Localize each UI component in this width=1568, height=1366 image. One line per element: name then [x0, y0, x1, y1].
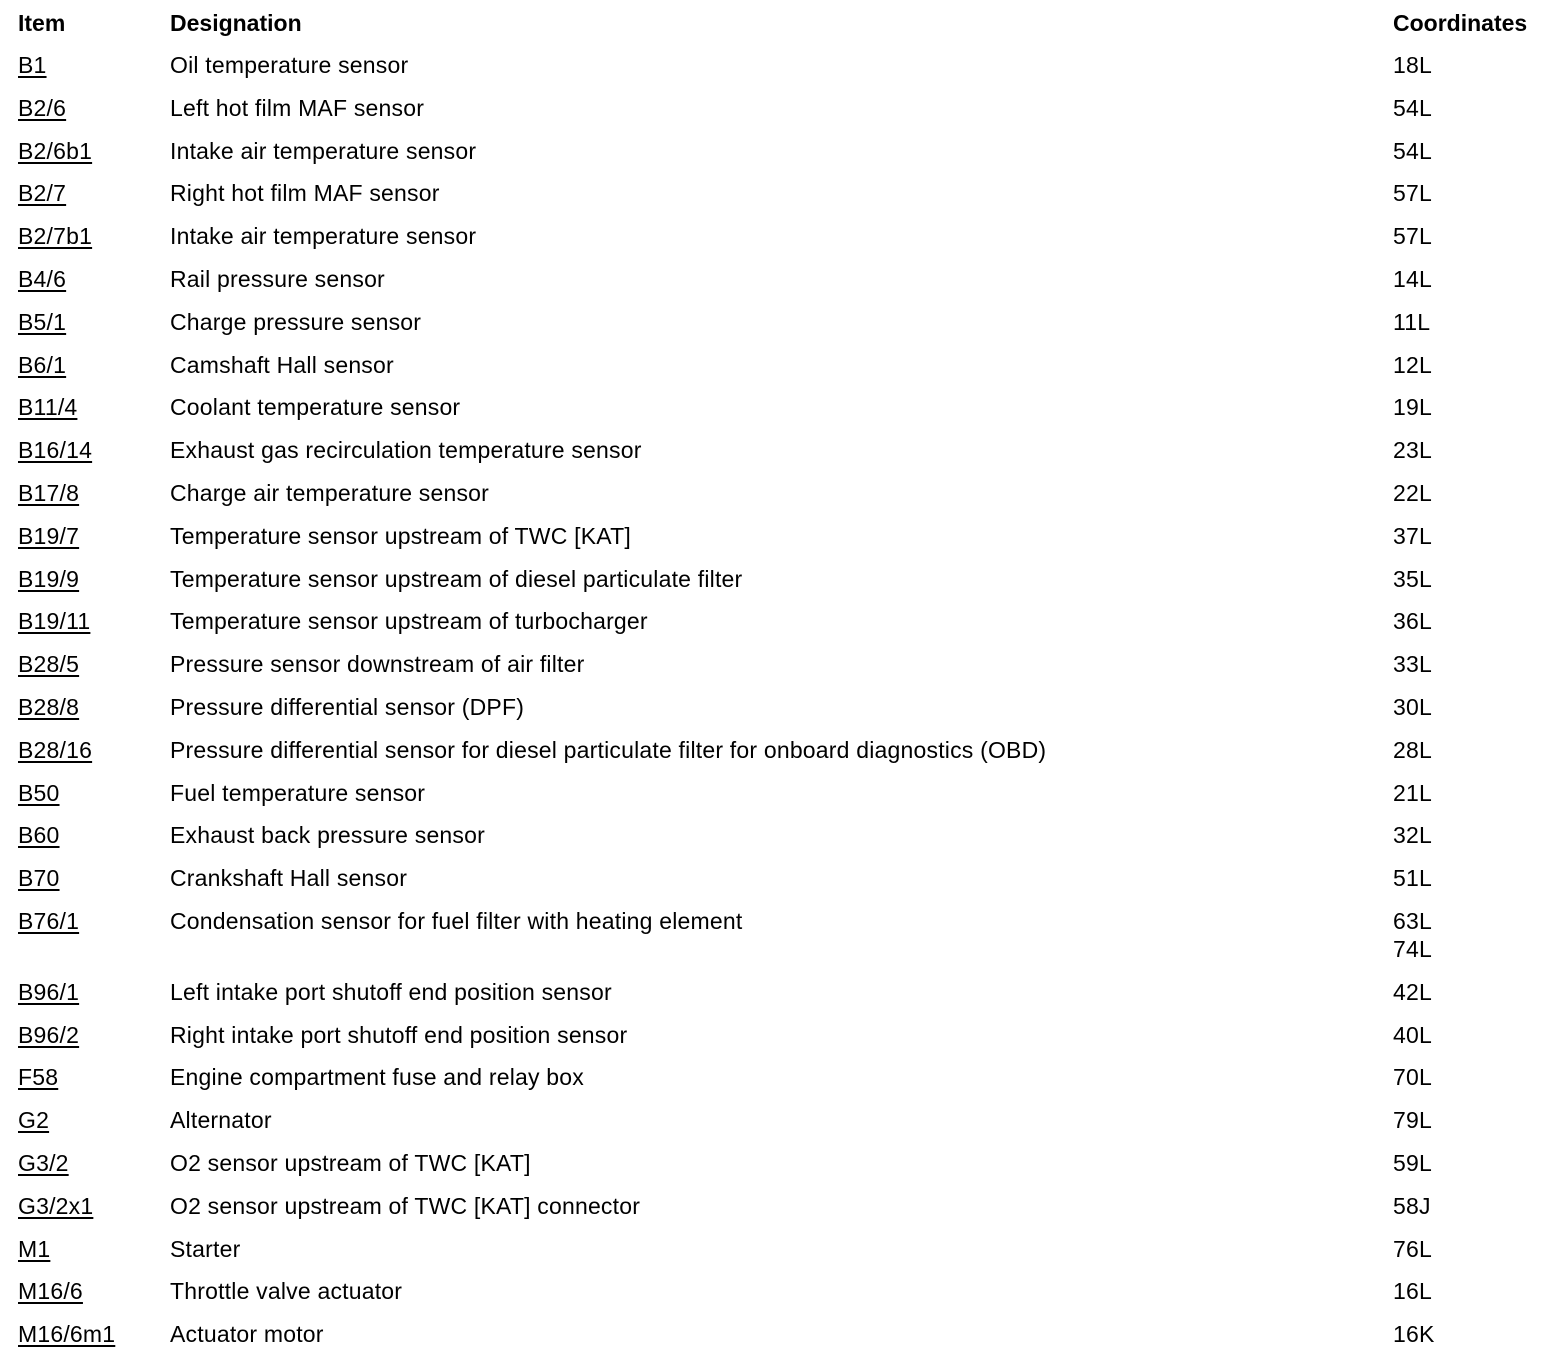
coordinates-cell — [1393, 684, 1558, 727]
coordinate-value: 16K — [1393, 1321, 1435, 1348]
table-row — [18, 1140, 1558, 1183]
table-header-row — [18, 8, 1558, 42]
coordinates-cell — [1393, 170, 1558, 213]
coordinates-cell — [1393, 256, 1558, 299]
designation-cell: Engine compartment fuse and relay box — [170, 1064, 584, 1091]
item-link[interactable]: M16/6m1 — [18, 1321, 116, 1348]
table-row — [18, 1268, 1558, 1311]
table-row — [18, 855, 1558, 898]
item-link[interactable]: B28/8 — [18, 693, 80, 720]
table-row — [18, 384, 1558, 427]
item-cell — [18, 598, 170, 641]
designation-cell: Fuel temperature sensor — [170, 779, 426, 806]
designation-cell: Exhaust back pressure sensor — [170, 822, 485, 849]
coordinates-cell — [1393, 1140, 1558, 1183]
coordinate-value: 36L — [1393, 608, 1432, 635]
coordinates-cell — [1393, 898, 1558, 969]
table-row — [18, 727, 1558, 770]
designation-cell: Oil temperature sensor — [170, 52, 409, 78]
coordinates-cell — [1393, 299, 1558, 342]
item-link[interactable]: B2/6 — [18, 94, 67, 121]
item-link[interactable]: M1 — [18, 1235, 51, 1262]
item-link[interactable]: G3/2 — [18, 1149, 69, 1176]
designation-cell: Temperature sensor upstream of TWC [KAT] — [170, 522, 631, 549]
table-row — [18, 598, 1558, 641]
header-coordinates: Coordinates — [1393, 10, 1528, 36]
coordinates-cell — [1393, 1097, 1558, 1140]
component-legend-table — [18, 8, 1558, 1354]
table-row — [18, 1012, 1558, 1055]
item-link[interactable]: G2 — [18, 1107, 50, 1134]
header-item: Item — [18, 10, 66, 36]
coordinates-cell — [1393, 513, 1558, 556]
designation-cell: Throttle valve actuator — [170, 1278, 403, 1305]
designation-cell: Crankshaft Hall sensor — [170, 865, 408, 892]
table-row — [18, 213, 1558, 256]
item-link[interactable]: F58 — [18, 1064, 59, 1091]
designation-cell: Right intake port shutoff end position sensor — [170, 1021, 628, 1048]
table-row — [18, 513, 1558, 556]
item-cell — [18, 1311, 170, 1354]
coordinates-cell — [1393, 727, 1558, 770]
table-row — [18, 1183, 1558, 1226]
designation-cell: O2 sensor upstream of TWC [KAT] connector — [170, 1192, 641, 1219]
designation-cell: Pressure differential sensor (DPF) — [170, 693, 525, 720]
coordinates-cell — [1393, 598, 1558, 641]
item-link[interactable]: B96/1 — [18, 978, 80, 1005]
item-link[interactable]: B96/2 — [18, 1021, 80, 1048]
coordinate-value: 54L — [1393, 94, 1432, 121]
coordinate-value: 23L — [1393, 437, 1432, 464]
table-row — [18, 299, 1558, 342]
coordinates-cell — [1393, 1268, 1558, 1311]
table-row — [18, 470, 1558, 513]
item-link[interactable]: M16/6 — [18, 1278, 83, 1305]
table-body — [18, 42, 1558, 1354]
item-cell — [18, 128, 170, 171]
item-cell — [18, 513, 170, 556]
item-cell — [18, 855, 170, 898]
item-cell — [18, 170, 170, 213]
item-cell — [18, 1012, 170, 1055]
item-cell — [18, 213, 170, 256]
item-cell — [18, 42, 170, 85]
item-cell — [18, 256, 170, 299]
table-row — [18, 85, 1558, 128]
designation-cell: Condensation sensor for fuel filter with heating element — [170, 907, 743, 934]
table-row — [18, 1054, 1558, 1097]
coordinates-cell — [1393, 770, 1558, 813]
item-link[interactable]: B5/1 — [18, 308, 67, 335]
item-cell — [18, 556, 170, 599]
table-row — [18, 42, 1558, 85]
coordinate-value: 33L — [1393, 651, 1432, 678]
designation-cell: Charge air temperature sensor — [170, 479, 490, 506]
coordinate-value: 32L — [1393, 822, 1432, 849]
table-row — [18, 770, 1558, 813]
coordinate-value: 40L — [1393, 1021, 1432, 1048]
coordinate-value: 63L — [1393, 907, 1432, 934]
coordinate-value: 12L — [1393, 351, 1432, 378]
designation-cell: Left hot film MAF sensor — [170, 94, 425, 121]
item-link[interactable]: B1 — [18, 52, 47, 78]
coordinates-cell — [1393, 85, 1558, 128]
item-cell — [18, 1183, 170, 1226]
coordinate-value: 42L — [1393, 978, 1432, 1005]
item-cell — [18, 727, 170, 770]
coordinates-cell — [1393, 556, 1558, 599]
coordinate-value: 76L — [1393, 1235, 1432, 1262]
item-cell — [18, 770, 170, 813]
item-link[interactable]: G3/2x1 — [18, 1192, 94, 1219]
header-designation: Designation — [170, 10, 302, 36]
coordinates-cell — [1393, 969, 1558, 1012]
item-cell — [18, 85, 170, 128]
coordinate-value: 21L — [1393, 779, 1432, 806]
coordinate-value: 28L — [1393, 736, 1432, 763]
coordinate-value: 58J — [1393, 1192, 1431, 1219]
item-cell — [18, 1268, 170, 1311]
table-row — [18, 969, 1558, 1012]
item-cell — [18, 470, 170, 513]
item-cell — [18, 969, 170, 1012]
item-cell — [18, 812, 170, 855]
item-link[interactable]: B2/7 — [18, 180, 67, 207]
item-cell — [18, 342, 170, 385]
item-cell — [18, 1226, 170, 1269]
item-cell — [18, 1097, 170, 1140]
designation-cell: Alternator — [170, 1107, 272, 1134]
coordinates-cell — [1393, 1311, 1558, 1354]
designation-cell: Intake air temperature sensor — [170, 137, 477, 164]
table-row — [18, 812, 1558, 855]
table-row — [18, 556, 1558, 599]
table-row — [18, 1097, 1558, 1140]
coordinate-value: 11L — [1393, 308, 1431, 335]
coordinates-cell — [1393, 1183, 1558, 1226]
designation-cell: Intake air temperature sensor — [170, 223, 477, 250]
item-link[interactable]: B28/5 — [18, 651, 80, 678]
coordinate-value: 57L — [1393, 223, 1432, 250]
coordinate-value: 54L — [1393, 137, 1432, 164]
coordinate-value: 18L — [1393, 52, 1432, 78]
item-link[interactable]: B16/14 — [18, 437, 93, 464]
coordinates-cell — [1393, 384, 1558, 427]
coordinates-cell — [1393, 42, 1558, 85]
coordinate-value: 70L — [1393, 1064, 1432, 1091]
designation-cell: Exhaust gas recirculation temperature sensor — [170, 437, 642, 464]
coordinate-value: 79L — [1393, 1107, 1432, 1134]
coordinate-value: 35L — [1393, 565, 1432, 592]
item-link[interactable]: B17/8 — [18, 479, 80, 506]
coordinates-cell — [1393, 1012, 1558, 1055]
designation-cell: Left intake port shutoff end position sensor — [170, 978, 612, 1005]
item-link[interactable]: B70 — [18, 865, 60, 892]
item-cell — [18, 1140, 170, 1183]
table-row — [18, 342, 1558, 385]
table-row — [18, 256, 1558, 299]
table-row — [18, 1226, 1558, 1269]
designation-cell: Pressure sensor downstream of air filter — [170, 651, 585, 678]
coordinate-value: 57L — [1393, 180, 1432, 207]
item-cell — [18, 299, 170, 342]
item-link[interactable]: B19/11 — [18, 608, 91, 635]
designation-cell: Starter — [170, 1235, 241, 1262]
coordinates-cell — [1393, 812, 1558, 855]
coordinate-value: 51L — [1393, 865, 1432, 892]
coordinates-cell — [1393, 213, 1558, 256]
item-link[interactable]: B50 — [18, 779, 60, 806]
table-row — [18, 1311, 1558, 1354]
coordinates-cell — [1393, 1054, 1558, 1097]
item-cell — [18, 384, 170, 427]
coordinates-cell — [1393, 641, 1558, 684]
item-link[interactable]: B60 — [18, 822, 60, 849]
designation-cell: Right hot film MAF sensor — [170, 180, 440, 207]
designation-cell: Actuator motor — [170, 1321, 324, 1348]
item-cell — [18, 684, 170, 727]
item-link[interactable]: B6/1 — [18, 351, 67, 378]
table-row — [18, 898, 1558, 969]
coordinates-cell — [1393, 1226, 1558, 1269]
coordinate-value: 14L — [1393, 265, 1432, 292]
designation-cell: Coolant temperature sensor — [170, 394, 461, 421]
table-row — [18, 427, 1558, 470]
designation-cell: Rail pressure sensor — [170, 265, 385, 292]
coordinate-value: 16L — [1393, 1278, 1432, 1305]
designation-cell: Temperature sensor upstream of diesel particulate filter — [170, 565, 743, 592]
item-link[interactable]: B19/9 — [18, 565, 80, 592]
coordinate-value: 74L — [1393, 935, 1432, 962]
designation-cell: Charge pressure sensor — [170, 308, 422, 335]
designation-cell: O2 sensor upstream of TWC [KAT] — [170, 1149, 531, 1176]
item-link[interactable]: B2/6b1 — [18, 137, 93, 164]
designation-cell: Camshaft Hall sensor — [170, 351, 394, 378]
item-cell — [18, 1054, 170, 1097]
coordinate-value: 59L — [1393, 1149, 1432, 1176]
item-link[interactable]: B76/1 — [18, 907, 80, 934]
coordinates-cell — [1393, 342, 1558, 385]
coordinates-cell — [1393, 855, 1558, 898]
item-link[interactable]: B19/7 — [18, 522, 80, 549]
item-link[interactable]: B2/7b1 — [18, 223, 93, 250]
item-cell — [18, 641, 170, 684]
item-cell — [18, 898, 170, 969]
coordinate-value: 30L — [1393, 693, 1432, 720]
item-link[interactable]: B11/4 — [18, 394, 78, 421]
table-row — [18, 684, 1558, 727]
item-cell — [18, 427, 170, 470]
item-link[interactable]: B4/6 — [18, 265, 67, 292]
table-row — [18, 641, 1558, 684]
table-row — [18, 128, 1558, 171]
coordinate-value: 37L — [1393, 522, 1432, 549]
coordinates-cell — [1393, 128, 1558, 171]
coordinate-value: 19L — [1393, 394, 1432, 421]
coordinates-cell — [1393, 427, 1558, 470]
coordinate-value: 22L — [1393, 479, 1432, 506]
item-link[interactable]: B28/16 — [18, 736, 93, 763]
table-row — [18, 170, 1558, 213]
designation-cell: Pressure differential sensor for diesel particulate filter for onboard diagnostics (OBD) — [170, 736, 1047, 763]
coordinates-cell — [1393, 470, 1558, 513]
designation-cell: Temperature sensor upstream of turbocharger — [170, 608, 648, 635]
